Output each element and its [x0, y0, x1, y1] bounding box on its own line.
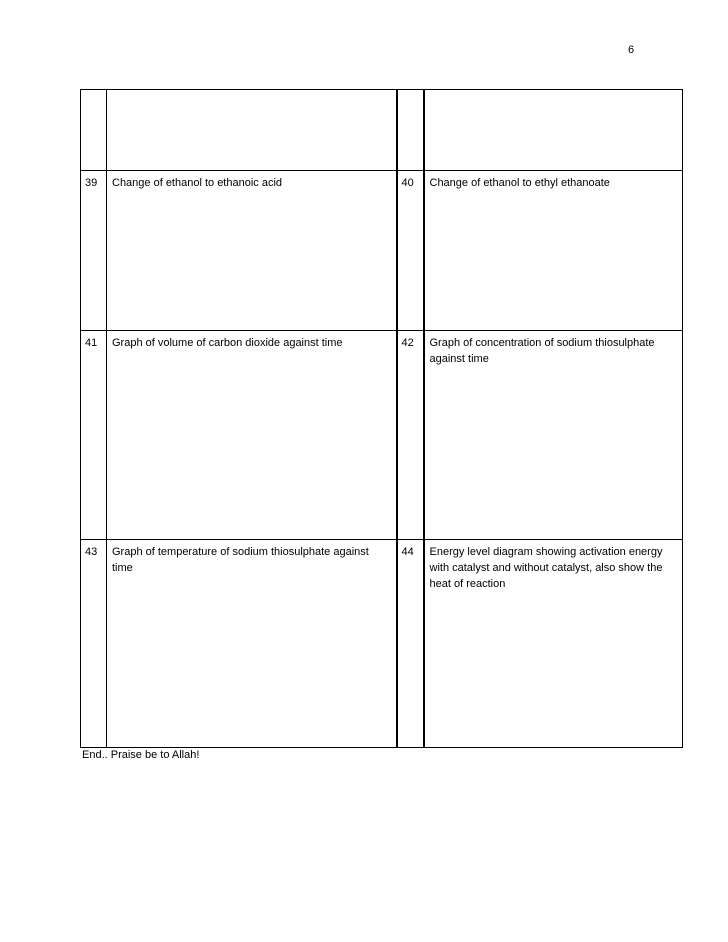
question-number-44: 44 [397, 540, 424, 748]
question-text-40: Change of ethanol to ethyl ethanoate [424, 171, 683, 331]
question-text-cell [107, 90, 397, 171]
question-number-41: 41 [81, 331, 107, 540]
question-table [80, 89, 683, 748]
table-row-39-40 [81, 171, 683, 331]
closing-text: End.. Praise be to Allah! [82, 749, 200, 761]
question-number-42: 42 [397, 331, 424, 540]
question-number-cell [397, 90, 424, 171]
question-text-cell [424, 90, 683, 171]
question-number-39: 39 [81, 171, 107, 331]
table-row-blank [81, 90, 683, 171]
question-number-40: 40 [397, 171, 424, 331]
question-number-cell [81, 90, 107, 171]
question-text-39: Change of ethanol to ethanoic acid [107, 171, 397, 331]
question-text-44: Energy level diagram showing activation energy with catalyst and without catalyst, also show the heat of reaction [424, 540, 683, 748]
table-row-43-44 [81, 540, 683, 748]
page-number: 6 [628, 44, 635, 56]
table-row-41-42 [81, 331, 683, 540]
question-text-42: Graph of concentration of sodium thiosulphate against time [424, 331, 683, 540]
question-number-43: 43 [81, 540, 107, 748]
question-text-41: Graph of volume of carbon dioxide against time [107, 331, 397, 540]
question-text-43: Graph of temperature of sodium thiosulphate against time [107, 540, 397, 748]
